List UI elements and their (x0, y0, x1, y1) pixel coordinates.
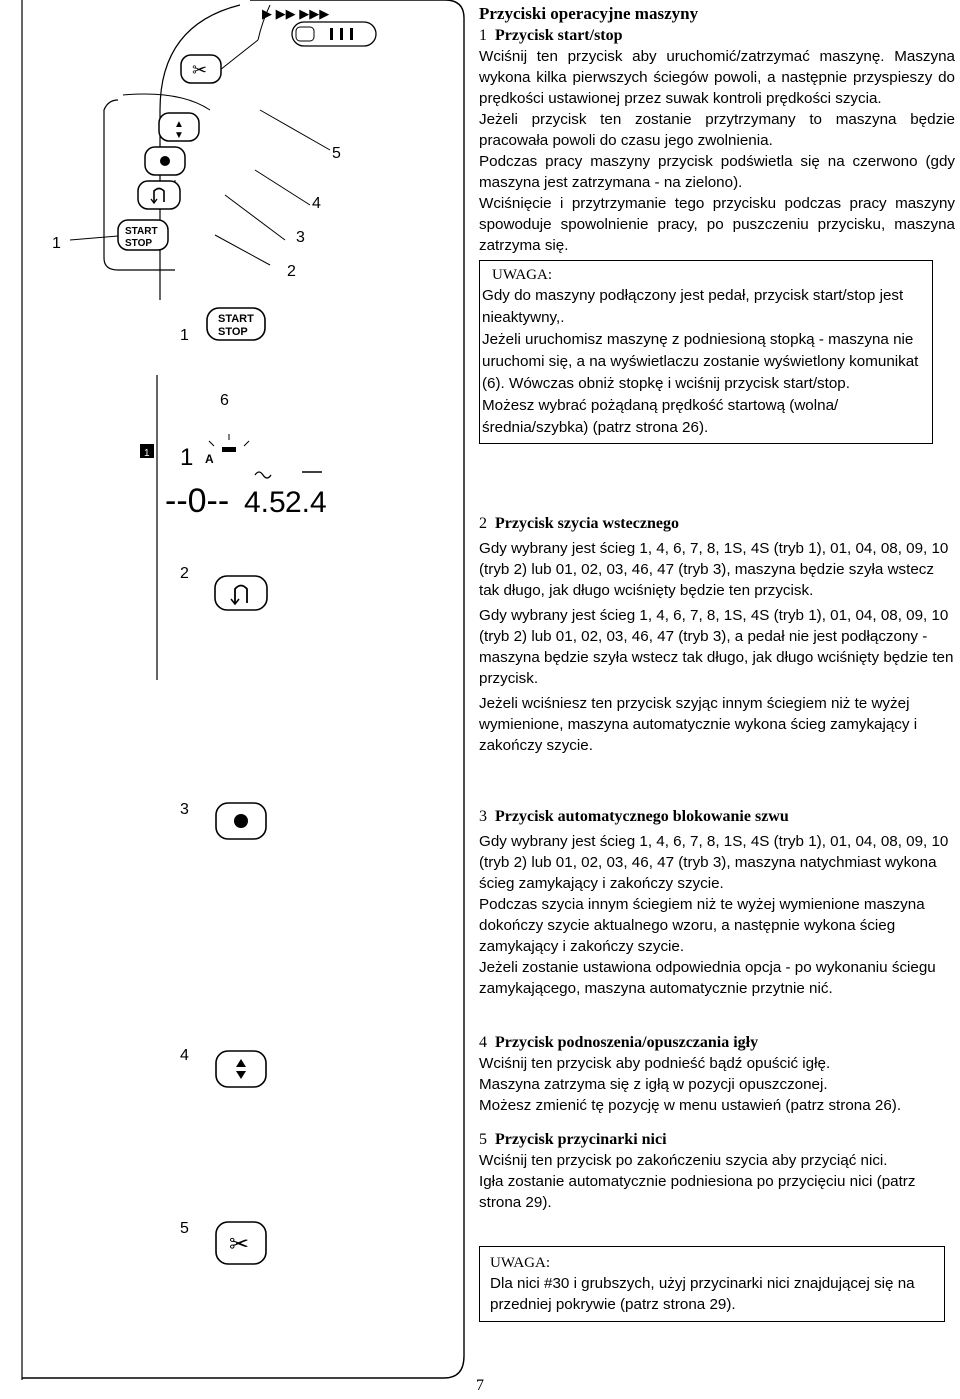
speed-arrows-icon: ▶ ▶▶ ▶▶▶ (262, 6, 330, 21)
section-number: 2 (479, 515, 487, 532)
start-stop-icon: START (218, 313, 254, 325)
lcd-length: 4.5 (244, 486, 286, 519)
paragraph: Możesz zmienić tę pozycję w menu ustawień (patrz strona 26). (479, 1097, 902, 1114)
paragraph: Gdy wybrany jest ścieg 1, 4, 6, 7, 8, 1S, 4S (tryb 1), 01, 04, 08, 09, 10 (tryb 2) lub 01, 02, 03, 46, 47 (tryb 3), a pedał nie jest podłączony - maszyna będzie szyła wstecz tak długo, jak długo wciśnięty będzie ten przycisk. (479, 607, 954, 687)
label-4: 4 (180, 1047, 189, 1064)
paragraph: Gdy wybrany jest ścieg 1, 4, 6, 7, 8, 1S, 4S (tryb 1), 01, 04, 08, 09, 10 (tryb 2) lub 01, 02, 03, 46, 47 (tryb 3), maszyna natychmiast wykona ścieg zamykający i zakończy szycie. (479, 833, 949, 892)
section-auto-lock (479, 807, 957, 999)
page-heading: Przyciski operacyjne maszyny (479, 4, 699, 23)
section-title: Przycisk automatycznego blokowanie szwu (495, 808, 789, 825)
callout-1: 1 (52, 235, 61, 252)
svg-text:A: A (205, 452, 214, 466)
thread-cutter-button[interactable] (216, 1222, 266, 1264)
paragraph: Podczas pracy maszyny przycisk podświetla się na czerwono (gdy maszyna jest zatrzymana - na zielono). (479, 153, 955, 191)
dot-icon (234, 814, 248, 828)
note-text: Dla nici #30 i grubszych, użyj przycinarki nici znajdującej się na przedniej pokrywie (patrz strona 29). (490, 1275, 915, 1313)
paragraph: Podczas szycia innym ściegiem niż te wyżej wymienione maszyna dokończy szycie aktualnego wzoru, a następnie wykona ścieg zamykający i zakończy szycie. (479, 896, 925, 955)
paragraph: Wciśnij ten przycisk aby uruchomić/zatrzymać maszynę. Maszyna wykona kilka pierwszych ściegów powoli, a następnie przyspieszy do prędkości ustawionej przez suwak kontroli prędkości szycia. (479, 48, 955, 107)
label-6: 6 (220, 392, 229, 409)
dot-icon (160, 156, 170, 166)
paragraph: Jeżeli przycisk ten zostanie przytrzymany to maszyna będzie pracowała powoli do czasu jego zwolnienia. (479, 111, 955, 149)
note-box (479, 260, 933, 444)
note-paragraph: Możesz wybrać pożądaną prędkość startową (wolna/średnia/szybka) (patrz strona 26). (482, 397, 839, 436)
note-title: UWAGA: (490, 1255, 550, 1271)
lock-button[interactable] (216, 803, 266, 839)
needle-button-top[interactable] (159, 113, 199, 141)
paragraph: Wciśnięcie i przytrzymanie tego przycisku podczas pracy maszyny spowoduje spowolnienie pracy, po puszczeniu przycisku, maszyna zatrzyma się. (479, 195, 955, 254)
svg-text:STOP: STOP (218, 326, 248, 338)
paragraph: Gdy wybrany jest ścieg 1, 4, 6, 7, 8, 1S, 4S (tryb 1), 01, 04, 08, 09, 10 (tryb 2) lub 01, 02, 03, 46, 47 (tryb 3), maszyna będzie szyła wstecz tak długo, jak długo wciśnięty będzie ten przycisk. (479, 540, 949, 599)
note-paragraph: Gdy do maszyny podłączony jest pedał, przycisk start/stop jest nieaktywny,. (482, 287, 904, 326)
section-title: Przycisk szycia wstecznego (495, 515, 679, 532)
callout-3: 3 (296, 229, 305, 246)
needle-up-down-button[interactable] (216, 1051, 266, 1087)
scissors-icon: ✂ (192, 60, 208, 80)
section-thread-cutter (479, 1130, 957, 1213)
label-5: 5 (180, 1220, 189, 1237)
svg-text:▼: ▼ (174, 130, 184, 141)
machine-panel-illustration (0, 0, 470, 1394)
thread-cutter-button-top[interactable] (181, 55, 221, 83)
callout-2: 2 (287, 263, 296, 280)
reverse-button[interactable] (215, 576, 267, 610)
paragraph: Igła zostanie automatycznie podniesiona po przycięciu nici (patrz strona 29). (479, 1173, 916, 1211)
callout-4: 4 (312, 195, 321, 212)
page-number: 7 (476, 1377, 484, 1394)
section-reverse (479, 514, 957, 756)
paragraph: Wciśnij ten przycisk po zakończeniu szycia aby przyciąć nici. (479, 1152, 888, 1169)
section-number: 5 (479, 1131, 487, 1148)
bottom-note-box (479, 1246, 945, 1322)
section-start-stop (479, 26, 955, 444)
paragraph: Jeżeli zostanie ustawiona odpowiednia opcja - po wykonaniu ściegu zamykającego, maszyna automatycznie przytnie nić. (479, 959, 936, 997)
stop-label: STOP (125, 238, 153, 249)
section-number: 3 (479, 808, 487, 825)
section-title: Przycisk start/stop (495, 27, 623, 44)
up-down-arrows-icon: ▲ (174, 119, 184, 130)
lcd-stitch-display: --0-- (165, 482, 230, 520)
section-number: 4 (479, 1034, 487, 1051)
paragraph: Maszyna zatrzyma się z igłą w pozycji opuszczonej. (479, 1076, 828, 1093)
illustration-column (0, 0, 470, 1394)
section-title: Przycisk przycinarki nici (495, 1131, 667, 1148)
start-label: START (125, 226, 158, 237)
lock-button-top[interactable] (145, 147, 185, 175)
panel-outline (22, 0, 464, 1378)
section-number: 1 (479, 27, 487, 44)
reverse-button-top[interactable] (138, 181, 180, 209)
svg-text:1: 1 (144, 448, 150, 459)
note-title: UWAGA: (492, 267, 552, 283)
label-1: 1 (180, 327, 189, 344)
section-needle (479, 1033, 957, 1116)
start-stop-button-top[interactable] (118, 220, 168, 250)
callout-5: 5 (332, 145, 341, 162)
section-title: Przycisk podnoszenia/opuszczania igły (495, 1034, 759, 1051)
label-3: 3 (180, 801, 189, 818)
note-paragraph: Jeżeli uruchomisz maszynę z podniesioną stopką - maszyna nie uruchomi się, a na wyświetlaczu zostanie wyświetlony komunikat (6). Wówczas obniż stopkę i wciśnij przycisk start/stop. (482, 331, 919, 392)
label-2: 2 (180, 565, 189, 582)
speed-slider[interactable] (262, 6, 376, 46)
lcd-width: 2.4 (285, 486, 327, 519)
svg-text:1: 1 (180, 444, 194, 471)
paragraph: Jeżeli wciśniesz ten przycisk szyjąc innym ściegiem niż te wyżej wymienione, maszyna automatycznie wykona ścieg zamykający i zakończy szycie. (479, 695, 918, 754)
presser-foot-warning-icon (222, 447, 236, 452)
start-stop-button[interactable] (207, 308, 265, 340)
scissors-icon: ✂ (229, 1231, 250, 1258)
lcd-display (140, 434, 327, 520)
paragraph: Wciśnij ten przycisk aby podnieść bądź opuścić igłę. (479, 1055, 831, 1072)
